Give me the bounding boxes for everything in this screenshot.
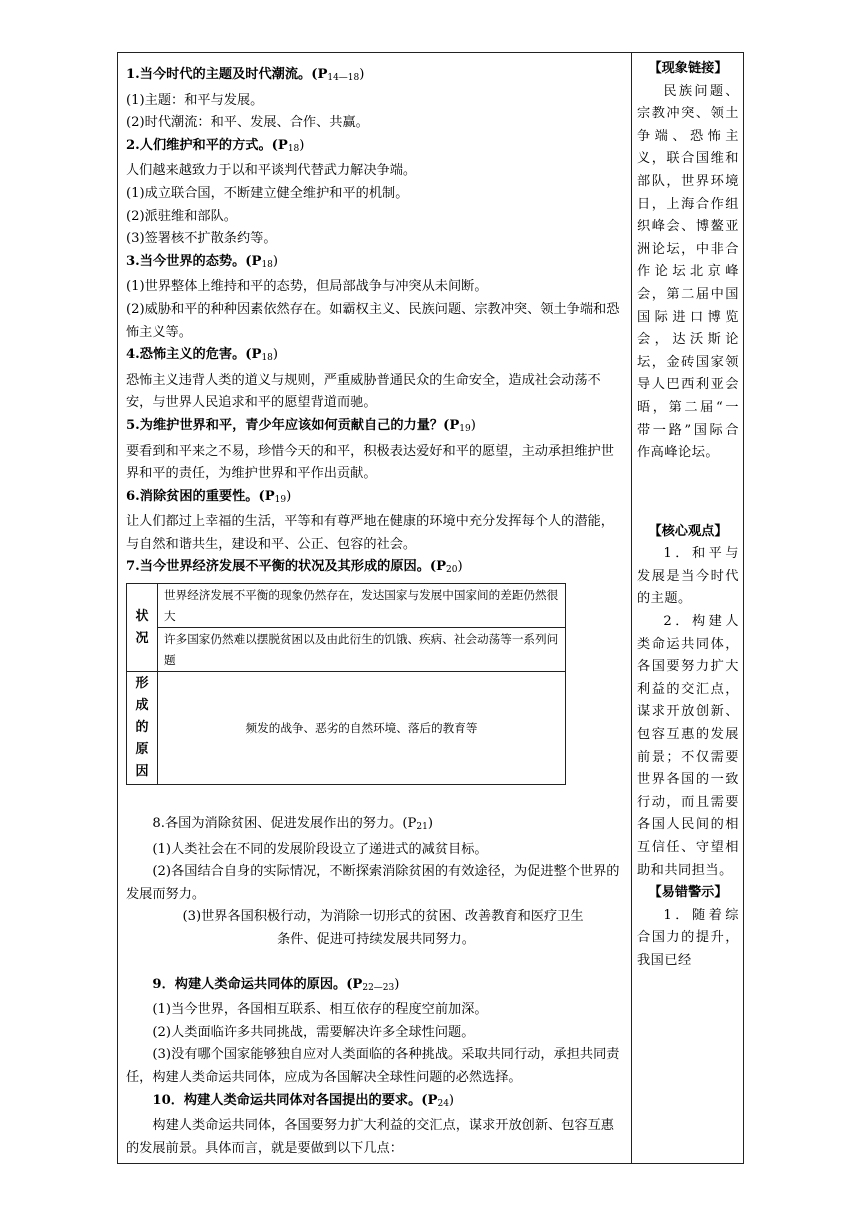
paragraph: (2)威胁和平的种种因素依然存在。如霸权主义、民族问题、宗教冲突、领土争端和恐怖主义等。 xyxy=(126,301,620,340)
page-ref: 19 xyxy=(274,494,287,505)
section-10-title: 10．构建人类命运共同体对各国提出的要求。$(P_{24})$ xyxy=(152,1092,455,1109)
row-label-status: 状况 xyxy=(127,584,158,672)
paragraph: (1)当今世界，各国相互联系、相互依存的程度空前加深。 xyxy=(152,1002,488,1018)
paragraph: (2)各国结合自身的实际情况，不断探索消除贫困的有效途径，为促进整个世界的发展而努力。 xyxy=(126,864,620,902)
paragraph: 构建人类命运共同体，各国要努力扩大利益的交汇点，谋求开放创新、包容互惠的发展前景。具体而言，就是要做到以下几点： xyxy=(126,1118,614,1156)
paragraph: (3)没有哪个国家能够独自应对人类面临的各种挑战。采取共同行动，承担共同责任，构建人类命运共同体，应成为各国解决全球性问题的必然选择。 xyxy=(126,1047,620,1085)
table-cell: 频发的战争、恶劣的自然环境、落后的教育等 xyxy=(158,672,566,785)
page-ref: 24 xyxy=(437,1098,449,1109)
tag-error-warning: 【易错警示】 xyxy=(648,885,728,901)
page-ref: 22—23 xyxy=(362,982,395,993)
table-row xyxy=(127,584,566,628)
paragraph: (2)时代潮流：和平、发展、合作、共赢。 xyxy=(126,115,369,131)
section-1-title: 1.当今时代的主题及时代潮流。$(P_{14—18})$ xyxy=(126,67,365,83)
tag-phenomenon-link: 【现象链接】 xyxy=(648,61,728,76)
section-6-title: 6.消除贫困的重要性。$(P_{19})$ xyxy=(126,488,292,505)
table-cell: 许多国家仍然难以摆脱贫困以及由此衍生的饥饿、疾病、社会动荡等一系列问题 xyxy=(158,628,566,672)
paragraph: 人们越来越致力于以和平谈判代替武力解决争端。 xyxy=(126,163,417,179)
side-point: 1．随着综合国力的提升，我国已经 xyxy=(637,907,739,968)
paragraph: (2)派驻维和部队。 xyxy=(126,208,237,224)
page-ref: 18 xyxy=(261,353,273,364)
paragraph: 条件、促进可持续发展共同努力。 xyxy=(277,932,475,948)
side-point: 2．构建人类命运共同体，各国要努力扩大利益的交汇点，谋求开放创新、包容互惠的发展前景；不仅需要世界各国的一致行动，而且需要各国人民间的相互信任、守望相助和共同担当。 xyxy=(637,614,739,878)
section-9-title: 9．构建人类命运共同体的原因。$(P_{22—23})$ xyxy=(152,976,400,993)
paragraph: 让人们都过上幸福的生活，平等和有尊严地在健康的环境中充分发挥每个人的潜能，与自然和谐共生，建设和平、公正、包容的社会。 xyxy=(126,514,614,552)
paragraph: (2)人类面临许多共同挑战，需要解决许多全球性问题。 xyxy=(152,1024,475,1040)
table-row xyxy=(127,628,566,672)
tag-core-view: 【核心观点】 xyxy=(648,523,728,539)
page-ref: 21 xyxy=(416,822,428,833)
paragraph: 要看到和平来之不易，珍惜今天的和平，积极表达爱好和平的愿望，主动承担维护世界和平的责任，为维护世界和平作出贡献。 xyxy=(126,443,614,482)
section-8-title: 8.各国为消除贫困、促进发展作出的努力。$(P_{21})$ xyxy=(152,816,433,833)
section-5-title: 5.为维护世界和平，青少年应该如何贡献自己的力量？$(P_{19})$ xyxy=(126,417,476,434)
page-ref: 19 xyxy=(459,423,471,434)
paragraph: (3)世界各国积极行动，为消除一切形式的贫困、改善教育和医疗卫生 xyxy=(182,909,584,925)
row-label-cause: 形成的原因 xyxy=(127,672,158,785)
side-point: 1．和平与发展是当今时代的主题。 xyxy=(637,546,739,607)
section-7-title: 7.当今世界经济发展不平衡的状况及其形成的原因。$(P_{20})$ xyxy=(126,559,463,576)
paragraph: (1)主题：和平与发展。 xyxy=(126,92,264,108)
table-row xyxy=(127,672,566,785)
section-2-title: 2.人们维护和平的方式。$(P_{18})$ xyxy=(126,137,305,154)
column-divider xyxy=(631,52,632,1164)
table-cell: 世界经济发展不平衡的现象仍然存在，发达国家与发展中国家间的差距仍然很大 xyxy=(158,584,566,628)
page-ref: 18 xyxy=(261,259,273,270)
main-column xyxy=(126,64,626,1160)
side-text: 民族问题、宗教冲突、领土争端、恐怖主义，联合国维和部队，世界环境日，上海合作组织峰会、博鳌亚洲论坛，中非合作论坛北京峰会，第二届中国国际进口博览会，达沃斯论坛，金砖国家领导人巴西利亚会晤，第二届“一带一路”国际合作高峰论坛。 xyxy=(637,83,739,461)
page-ref: 18 xyxy=(287,143,300,154)
page-ref: 20 xyxy=(446,565,458,576)
section-3-title: 3.当今世界的态势。$(P_{18})$ xyxy=(126,253,279,270)
imbalance-table xyxy=(126,583,566,785)
side-column xyxy=(637,58,739,973)
section-4-title: 4.恐怖主义的危害。$(P_{18})$ xyxy=(126,347,279,364)
paragraph: (1)人类社会在不同的发展阶段设立了递进式的减贫目标。 xyxy=(152,841,488,857)
paragraph: 恐怖主义违背人类的道义与规则，严重威胁普通民众的生命安全，造成社会动荡不安，与世界人民追求和平的愿望背道而驰。 xyxy=(126,372,601,411)
paragraph: (1)世界整体上维持和平的态势，但局部战争与冲突从未间断。 xyxy=(126,279,488,295)
paragraph: (1)成立联合国，不断建立健全维护和平的机制。 xyxy=(126,185,409,201)
page-ref: 14—18 xyxy=(327,73,360,83)
paragraph: (3)签署核不扩散条约等。 xyxy=(126,231,277,247)
